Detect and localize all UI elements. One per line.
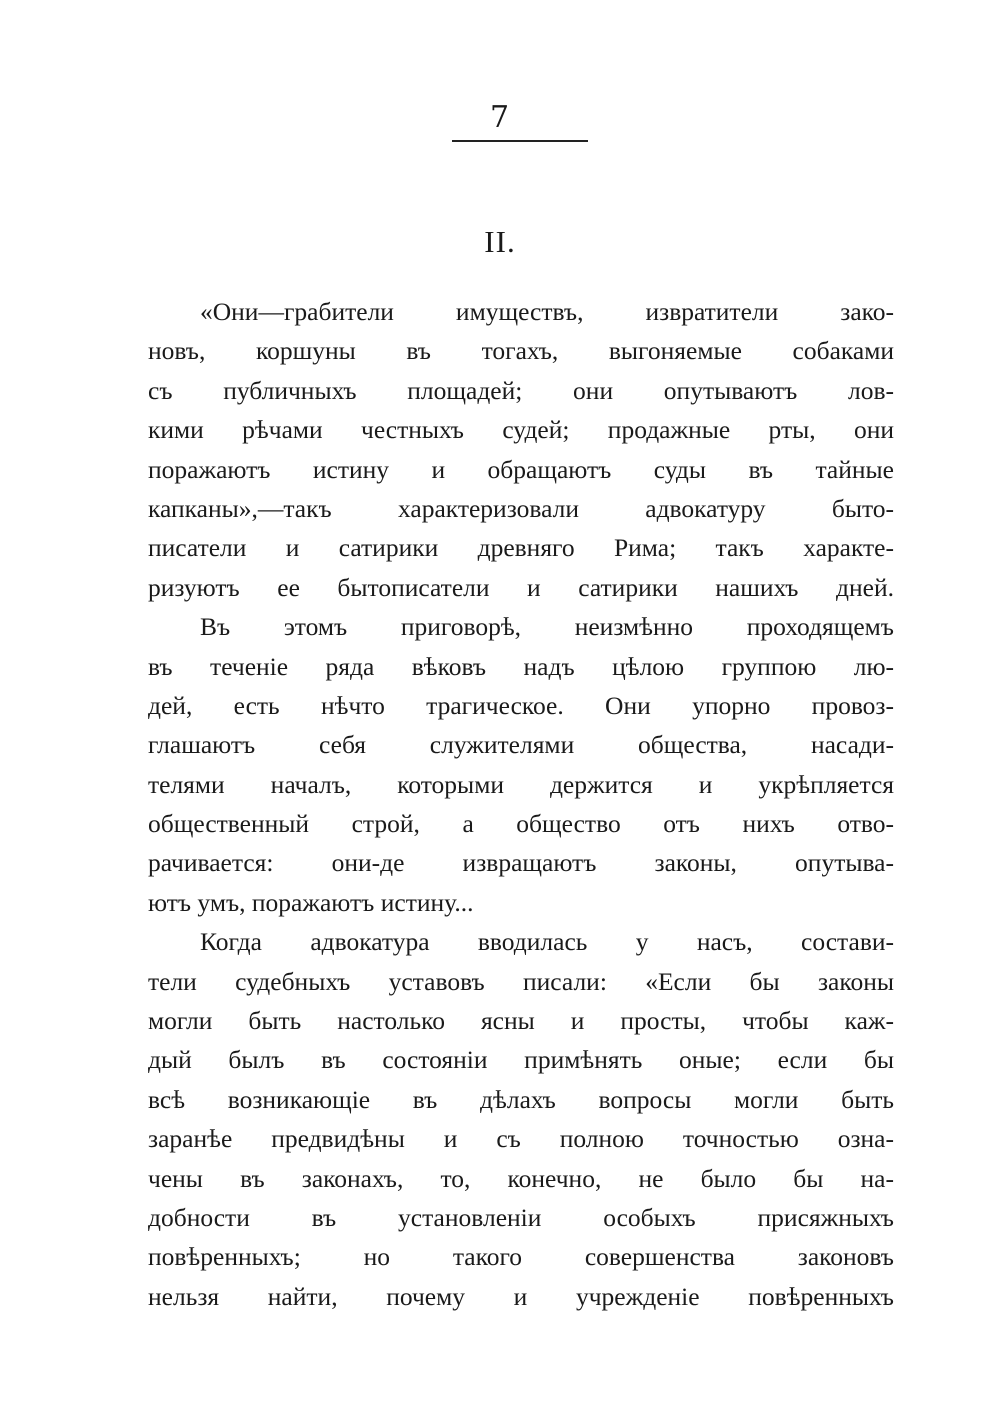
text-line: глашаютъ себя служителями общества, насади-: [148, 730, 894, 760]
text-line: общественный строй, а общество отъ нихъ отво-: [148, 809, 894, 839]
text-line: заранѣе предвидѣны и съ полною точностью озна-: [148, 1124, 894, 1154]
text-line: телями началъ, которыми держится и укрѣпляется: [148, 769, 894, 799]
text-line: нельзя найти, почему и учрежденіе повѣренныхъ: [148, 1281, 894, 1311]
text-line: рачивается: они-де извращаютъ законы, опутыва-: [148, 848, 894, 878]
text-line: всѣ возникающіе въ дѣлахъ вопросы могли быть: [148, 1084, 894, 1114]
text-line: кими рѣчами честныхъ судей; продажные рты, они: [148, 415, 894, 445]
text-line: новъ, коршуны въ тогахъ, выгоняемые собаками: [148, 336, 894, 366]
text-line: могли быть настолько ясны и просты, чтобы каж-: [148, 1006, 894, 1036]
page-number: 7: [489, 100, 511, 135]
text-line: Въ этомъ приговорѣ, неизмѣнно проходящемъ: [200, 612, 894, 642]
text-line: добности въ установленіи особыхъ присяжныхъ: [148, 1202, 894, 1232]
text-line: повѣренныхъ; но такого совершенства законовъ: [148, 1242, 894, 1272]
body-text: [148, 292, 894, 1316]
text-line: чены въ законахъ, то, конечно, не было бы на-: [148, 1163, 894, 1193]
text-line: ютъ умъ, поражаютъ истину...: [148, 887, 474, 917]
text-line: дый былъ въ состояніи примѣнять оные; если бы: [148, 1045, 894, 1075]
text-line: «Они—грабители имуществъ, извратители зако-: [200, 297, 894, 326]
text-line: поражаютъ истину и обращаютъ суды въ тайные: [148, 454, 894, 484]
text-line: съ публичныхъ площадей; они опутываютъ лов-: [148, 375, 894, 405]
text-line: дей, есть нѣчто трагическое. Они упорно провоз-: [148, 690, 894, 720]
text-line: капканы»,—такъ характеризовали адвокатуру быто-: [148, 493, 894, 523]
text-line: въ теченіе ряда вѣковъ надъ цѣлою группою лю-: [148, 651, 894, 681]
page-number-rule: [452, 140, 588, 142]
text-line: Когда адвокатура вводилась у насъ, состави-: [200, 927, 894, 957]
text-line: тели судебныхъ уставовъ писали: «Если бы законы: [148, 966, 894, 996]
text-line: писатели и сатирики древняго Рима; такъ характе-: [148, 533, 894, 563]
chapter-heading: II.: [484, 224, 516, 259]
text-line: ризуютъ ее бытописатели и сатирики нашихъ дней.: [148, 572, 894, 602]
